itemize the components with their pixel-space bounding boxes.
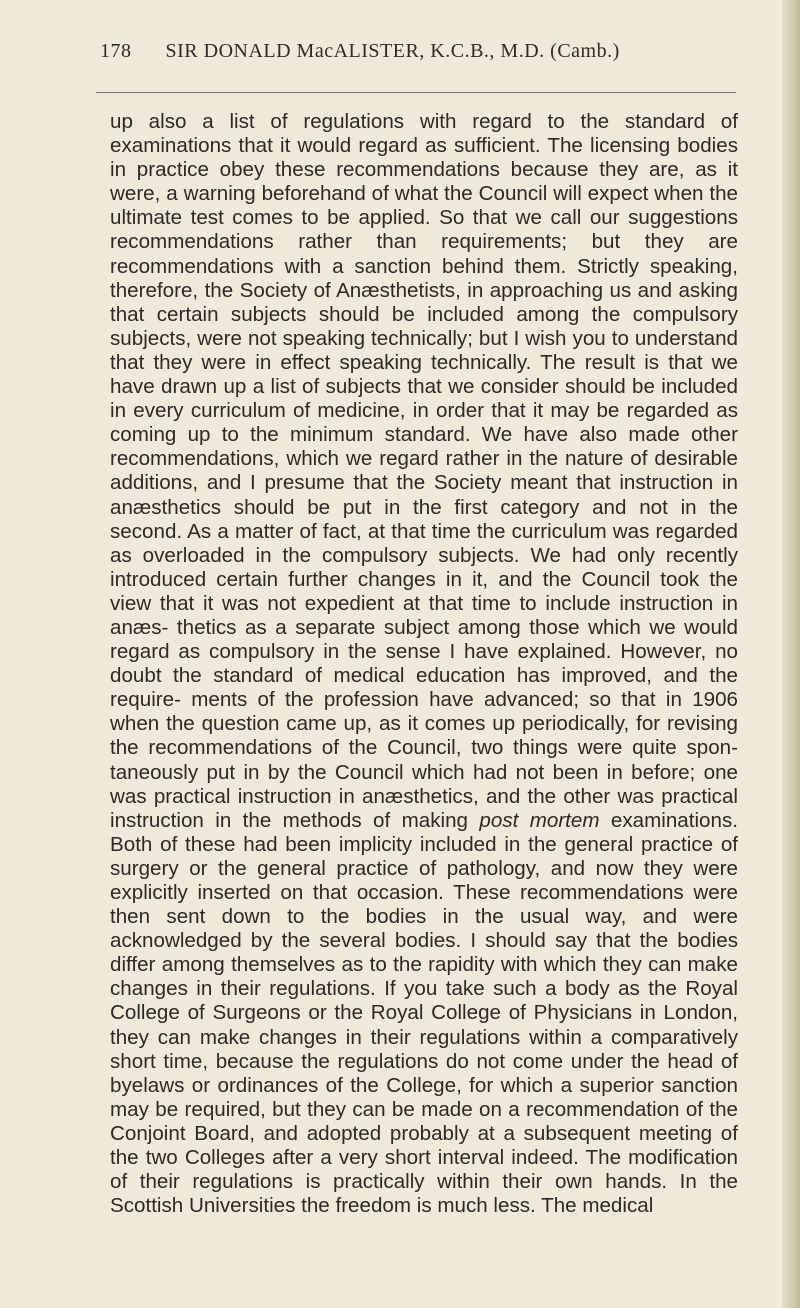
- running-head-title: SIR DONALD MacALISTER, K.C.B., M.D. (Camb.): [165, 40, 620, 62]
- body-text-part-2: examinations. Both of these had been implicity included in the general practice of surgery or the general practice of pathology, and now they were explicitly inserted on that occasion. These recommendations were then sent down to the bodies in the usual way, and were acknowledged by the several bodies. I should say that the bodies differ among themselves as to the rapidity with which they can make changes in their regulations. If you take such a body as the Royal College of Surgeons or the Royal College of Physicians in London, they can make changes in their regulations within a comparatively short time, because the regulations do not come under the head of byelaws or ordinances of the College, for which a superior sanction may be required, but they can be made on a recommendation of the Conjoint Board, and adopted probably at a subsequent meeting of the two Colleges after a very short interval indeed. The modification of their regulations is practically within their own hands. In the Scottish Universities the freedom is much less. The medical: [110, 808, 738, 1218]
- page-edge: [782, 0, 800, 1308]
- body-text-part-1: up also a list of regulations with regard to the standard of examinations that it would regard as sufficient. The licensing bodies in practice obey these recommendations because they are, as it were, a warning beforehand of what the Council will expect when the ultimate test comes to be applied. So that we call our suggestions recommendations rather than requirements; but they are recommendations with a sanction behind them. Strictly speaking, therefore, the Society of Anæsthetists, in approaching us and asking that certain subjects should be included among the compulsory subjects, were not speaking technically; but I wish you to understand that they were in effect speaking technically. The result is that we have drawn up a list of subjects that we consider should be included in every curriculum of medicine, in order that it may be regarded as coming up to the minimum standard. We have also made other recommendations, which we regard rather in the nature of desirable additions, and I presume that the Society meant that instruction in anæsthetics should be put in the first category and not in the second. As a matter of fact, at that time the curriculum was regarded as overloaded in the compulsory subjects. We had only recently introduced certain further changes in it, and the Council took the view that it was not expedient at that time to include instruction in anæs- thetics as a separate subject among those which we would regard as compulsory in the sense I have explained. However, no doubt the standard of medical education has improved, and the require- ments of the profession have advanced; so that in 1906 when the question came up, as it comes up periodically, for revising the recommendations of the Council, two things were quite spon- taneously put in by the Council which had not been in before; one was practical instruction in anæsthetics, and the other was practical instruction in the methods of making: [110, 110, 738, 832]
- body-paragraph: [110, 110, 738, 1218]
- header-rule: [96, 92, 736, 93]
- page-number: 178: [100, 40, 132, 62]
- running-header: [100, 40, 750, 63]
- emphasis-post-mortem: post mortem: [479, 808, 600, 832]
